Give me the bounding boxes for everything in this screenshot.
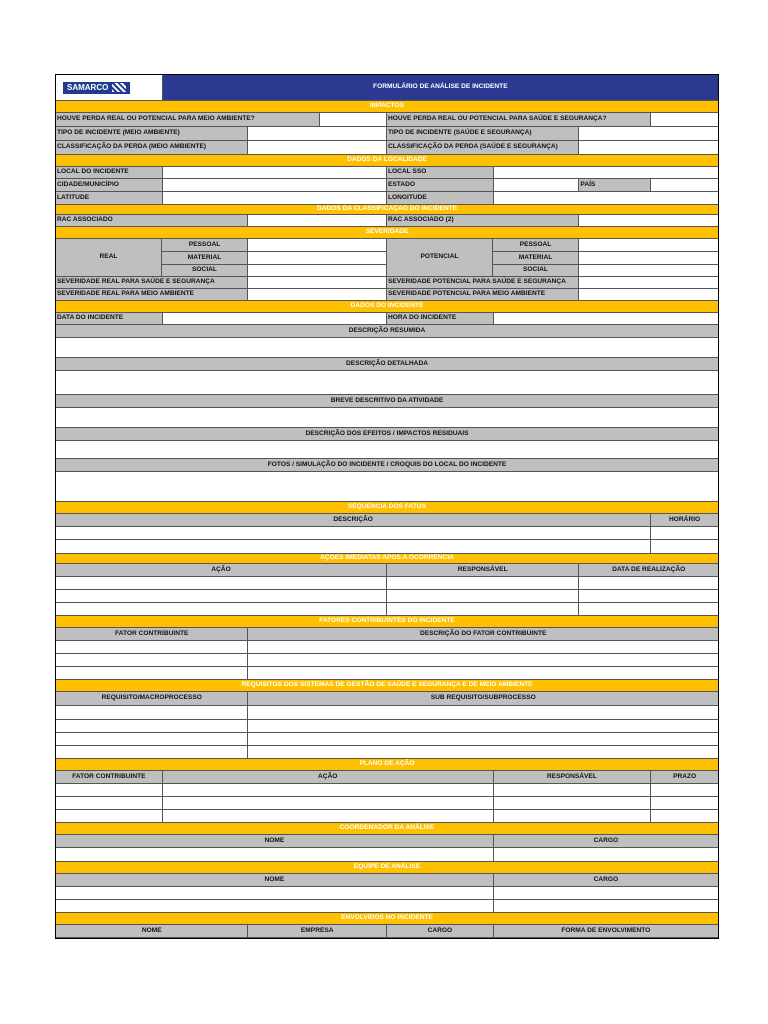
section-impactos: IMPACTOS [56, 101, 718, 113]
plano-prazo-cell[interactable] [651, 797, 718, 810]
header-plano-responsavel: RESPONSÁVEL [494, 771, 652, 784]
label-pais: PAÍS [579, 179, 651, 192]
section-incidente: DADOS DO INCIDENTE [56, 301, 718, 313]
label-potencial: POTENCIAL [387, 239, 493, 277]
field-local-sso[interactable] [494, 167, 718, 179]
header-equipe-cargo: CARGO [494, 874, 718, 887]
label-sev-pot-ss: SEVERIDADE POTENCIAL PARA SAÚDE E SEGURANÇA [387, 277, 579, 289]
data-cell[interactable] [579, 603, 718, 616]
header-env-nome: NOME [56, 925, 248, 938]
header-equipe-nome: NOME [56, 874, 494, 887]
label-real: REAL [56, 239, 162, 277]
plano-acao-cell[interactable] [163, 810, 494, 823]
label-real-pessoal: PESSOAL [162, 239, 248, 252]
label-atividade: BREVE DESCRITIVO DA ATIVIDADE [56, 395, 718, 408]
section-requisitos: REQUISITOS DOS SISTEMAS DE GESTÃO DE SAÚDE E SEGURANÇA E DE MEIO AMBIENTE [56, 680, 718, 692]
section-equipe: EQUIPE DE ANÁLISE [56, 862, 718, 874]
label-tipo-ma: TIPO DE INCIDENTE (MEIO AMBIENTE) [56, 127, 248, 141]
section-localidade: DADOS DA LOCALIDADE [56, 155, 718, 167]
coord-cargo-cell[interactable] [494, 848, 718, 862]
sub-requisito-cell[interactable] [248, 733, 718, 746]
field-hora[interactable] [494, 313, 718, 325]
header-responsavel: RESPONSÁVEL [387, 564, 579, 577]
label-data: DATA DO INCIDENTE [56, 313, 163, 325]
label-perda-ma: HOUVE PERDA REAL OU POTENCIAL PARA MEIO AMBIENTE? [56, 113, 320, 127]
field-pot-material[interactable] [579, 252, 718, 265]
label-pot-pessoal: PESSOAL [493, 239, 579, 252]
sub-requisito-cell[interactable] [248, 720, 718, 733]
field-sev-real-ss[interactable] [248, 277, 387, 289]
requisito-cell[interactable] [56, 720, 248, 733]
section-plano: PLANO DE AÇÃO [56, 759, 718, 771]
acao-cell[interactable] [56, 577, 387, 590]
label-real-material: MATERIAL [162, 252, 248, 265]
fator-cell[interactable] [56, 667, 248, 680]
label-fotos: FOTOS / SIMULAÇÃO DO INCIDENTE / CROQUIS DO LOCAL DO INCIDENTE [56, 459, 718, 472]
header-coord-cargo: CARGO [494, 835, 718, 848]
header-coord-nome: NOME [56, 835, 494, 848]
header-acao: AÇÃO [56, 564, 387, 577]
equipe-cargo-cell[interactable] [494, 887, 718, 900]
header-sub-requisito: SUB REQUISITO/SUBPROCESSO [248, 692, 718, 706]
section-coordenador: COORDENADOR DA ANÁLISE [56, 823, 718, 835]
field-sev-real-ma[interactable] [248, 289, 387, 301]
field-tipo-ss[interactable] [579, 127, 718, 141]
field-class-ma[interactable] [248, 141, 387, 155]
field-data[interactable] [163, 313, 387, 325]
plano-acao-cell[interactable] [163, 797, 494, 810]
label-class-ss: CLASSIFICAÇÃO DA PERDA (SAÚDE E SEGURANÇA) [387, 141, 579, 155]
field-latitude[interactable] [163, 192, 387, 205]
equipe-nome-cell[interactable] [56, 887, 494, 900]
requisito-cell[interactable] [56, 733, 248, 746]
coord-nome-cell[interactable] [56, 848, 494, 862]
samarco-logo [63, 82, 130, 94]
seq-row-descricao[interactable] [56, 540, 651, 554]
seq-row-horario[interactable] [651, 540, 718, 554]
header-seq-descricao: DESCRIÇÃO [56, 514, 651, 527]
seq-row-horario[interactable] [651, 527, 718, 540]
requisito-cell[interactable] [56, 746, 248, 759]
label-longitude: LONGITUDE [387, 192, 494, 205]
header-requisito: REQUISITO/MACROPROCESSO [56, 692, 248, 706]
field-fotos[interactable] [56, 472, 718, 502]
fator-cell[interactable] [56, 641, 248, 654]
field-sev-pot-ss[interactable] [579, 277, 718, 289]
label-desc-detalhada: DESCRIÇÃO DETALHADA [56, 358, 718, 371]
field-pais[interactable] [651, 179, 718, 192]
header-env-forma: FORMA DE ENVOLVIMENTO [494, 925, 718, 938]
field-cidade[interactable] [163, 179, 387, 192]
field-perda-ss[interactable] [651, 113, 718, 127]
section-fatores: FATORES CONTRIBUINTES DO INCIDENTE [56, 616, 718, 628]
header-plano-prazo: PRAZO [651, 771, 718, 784]
plano-responsavel-cell[interactable] [494, 797, 652, 810]
field-desc-detalhada[interactable] [56, 371, 718, 395]
section-sequencia: SEQUENCIA DOS FATOS [56, 502, 718, 514]
plano-fator-cell[interactable] [56, 784, 163, 797]
equipe-nome-cell[interactable] [56, 900, 494, 913]
field-efeitos[interactable] [56, 441, 718, 459]
severity-block [55, 239, 719, 277]
plano-responsavel-cell[interactable] [494, 784, 652, 797]
sub-requisito-cell[interactable] [248, 746, 718, 759]
section-envolvidos: ENVOLVIDOS NO INCIDENTE [56, 913, 718, 925]
field-sev-pot-ma[interactable] [579, 289, 718, 301]
field-longitude[interactable] [494, 192, 718, 205]
field-rac[interactable] [248, 215, 387, 227]
logo-cell [56, 75, 163, 101]
incident-analysis-form [55, 74, 719, 939]
data-cell[interactable] [579, 590, 718, 603]
label-estado: ESTADO [387, 179, 494, 192]
field-atividade[interactable] [56, 408, 718, 428]
header-fator: FATOR CONTRIBUINTE [56, 628, 248, 641]
label-latitude: LATITUDE [56, 192, 163, 205]
acao-cell[interactable] [56, 590, 387, 603]
label-sev-real-ma: SEVERIDADE REAL PARA MEIO AMBIENTE [56, 289, 248, 301]
field-real-social[interactable] [248, 265, 387, 277]
form-header [55, 74, 719, 101]
label-hora: HORA DO INCIDENTE [387, 313, 494, 325]
header-env-empresa: EMPRESA [248, 925, 387, 938]
label-desc-resumida: DESCRIÇÃO RESUMIDA [56, 325, 718, 338]
header-seq-horario: HORÁRIO [651, 514, 718, 527]
label-perda-ss: HOUVE PERDA REAL OU POTENCIAL PARA SAÚDE E SEGURANÇA? [387, 113, 651, 127]
logo-text: SAMARCO [67, 82, 109, 92]
field-class-ss[interactable] [579, 141, 718, 155]
label-tipo-ss: TIPO DE INCIDENTE (SAÚDE E SEGURANÇA) [387, 127, 579, 141]
sub-requisito-cell[interactable] [248, 706, 718, 720]
desc-fator-cell[interactable] [248, 641, 718, 654]
label-pot-material: MATERIAL [493, 252, 579, 265]
responsavel-cell[interactable] [387, 603, 579, 616]
data-cell[interactable] [579, 577, 718, 590]
field-pot-pessoal[interactable] [579, 239, 718, 252]
plano-acao-cell[interactable] [163, 784, 494, 797]
field-estado[interactable] [494, 179, 580, 192]
label-efeitos: DESCRIÇÃO DOS EFEITOS / IMPACTOS RESIDUAIS [56, 428, 718, 441]
field-real-pessoal[interactable] [248, 239, 387, 252]
header-env-cargo: CARGO [387, 925, 494, 938]
seq-row-descricao[interactable] [56, 527, 651, 540]
label-local: LOCAL DO INCIDENTE [56, 167, 163, 179]
section-acoes: AÇÕES IMEDIATAS APÓS A OCORRÊNCIA [56, 554, 718, 564]
label-cidade: CIDADE/MUNICÍPIO [56, 179, 163, 192]
label-class-ma: CLASSIFICAÇÃO DA PERDA (MEIO AMBIENTE) [56, 141, 248, 155]
section-severidade: SEVERIDADE [56, 227, 718, 239]
plano-fator-cell[interactable] [56, 797, 163, 810]
checker-logo-icon [112, 83, 126, 92]
requisito-cell[interactable] [56, 706, 248, 720]
acao-cell[interactable] [56, 603, 387, 616]
label-sev-real-ss: SEVERIDADE REAL PARA SAÚDE E SEGURANÇA [56, 277, 248, 289]
field-desc-resumida[interactable] [56, 338, 718, 358]
responsavel-cell[interactable] [387, 577, 579, 590]
fator-cell[interactable] [56, 654, 248, 667]
form-title: FORMULÁRIO DE ANÁLISE DE INCIDENTE [163, 75, 718, 101]
label-real-social: SOCIAL [162, 265, 248, 277]
plano-responsavel-cell[interactable] [494, 810, 652, 823]
field-pot-social[interactable] [579, 265, 718, 277]
plano-prazo-cell[interactable] [651, 810, 718, 823]
equipe-cargo-cell[interactable] [494, 900, 718, 913]
desc-fator-cell[interactable] [248, 667, 718, 680]
desc-fator-cell[interactable] [248, 654, 718, 667]
header-plano-fator: FATOR CONTRIBUINTE [56, 771, 163, 784]
responsavel-cell[interactable] [387, 590, 579, 603]
section-classificacao: DADOS DA CLASSIFICAÇÃO DO INCIDENTE [56, 205, 718, 215]
plano-fator-cell[interactable] [56, 810, 163, 823]
header-desc-fator: DESCRIÇÃO DO FATOR CONTRIBUINTE [248, 628, 718, 641]
field-tipo-ma[interactable] [248, 127, 387, 141]
field-local[interactable] [163, 167, 387, 179]
header-data-realizacao: DATA DE REALIZAÇÃO [579, 564, 718, 577]
label-pot-social: SOCIAL [493, 265, 579, 277]
field-real-material[interactable] [248, 252, 387, 265]
label-rac: RAC ASSOCIADO [56, 215, 248, 227]
field-perda-ma[interactable] [320, 113, 387, 127]
label-local-sso: LOCAL SSO [387, 167, 494, 179]
field-rac2[interactable] [579, 215, 718, 227]
label-sev-pot-ma: SEVERIDADE POTENCIAL PARA MEIO AMBIENTE [387, 289, 579, 301]
header-plano-acao: AÇÃO [163, 771, 494, 784]
plano-prazo-cell[interactable] [651, 784, 718, 797]
label-rac2: RAC ASSOCIADO (2) [387, 215, 579, 227]
